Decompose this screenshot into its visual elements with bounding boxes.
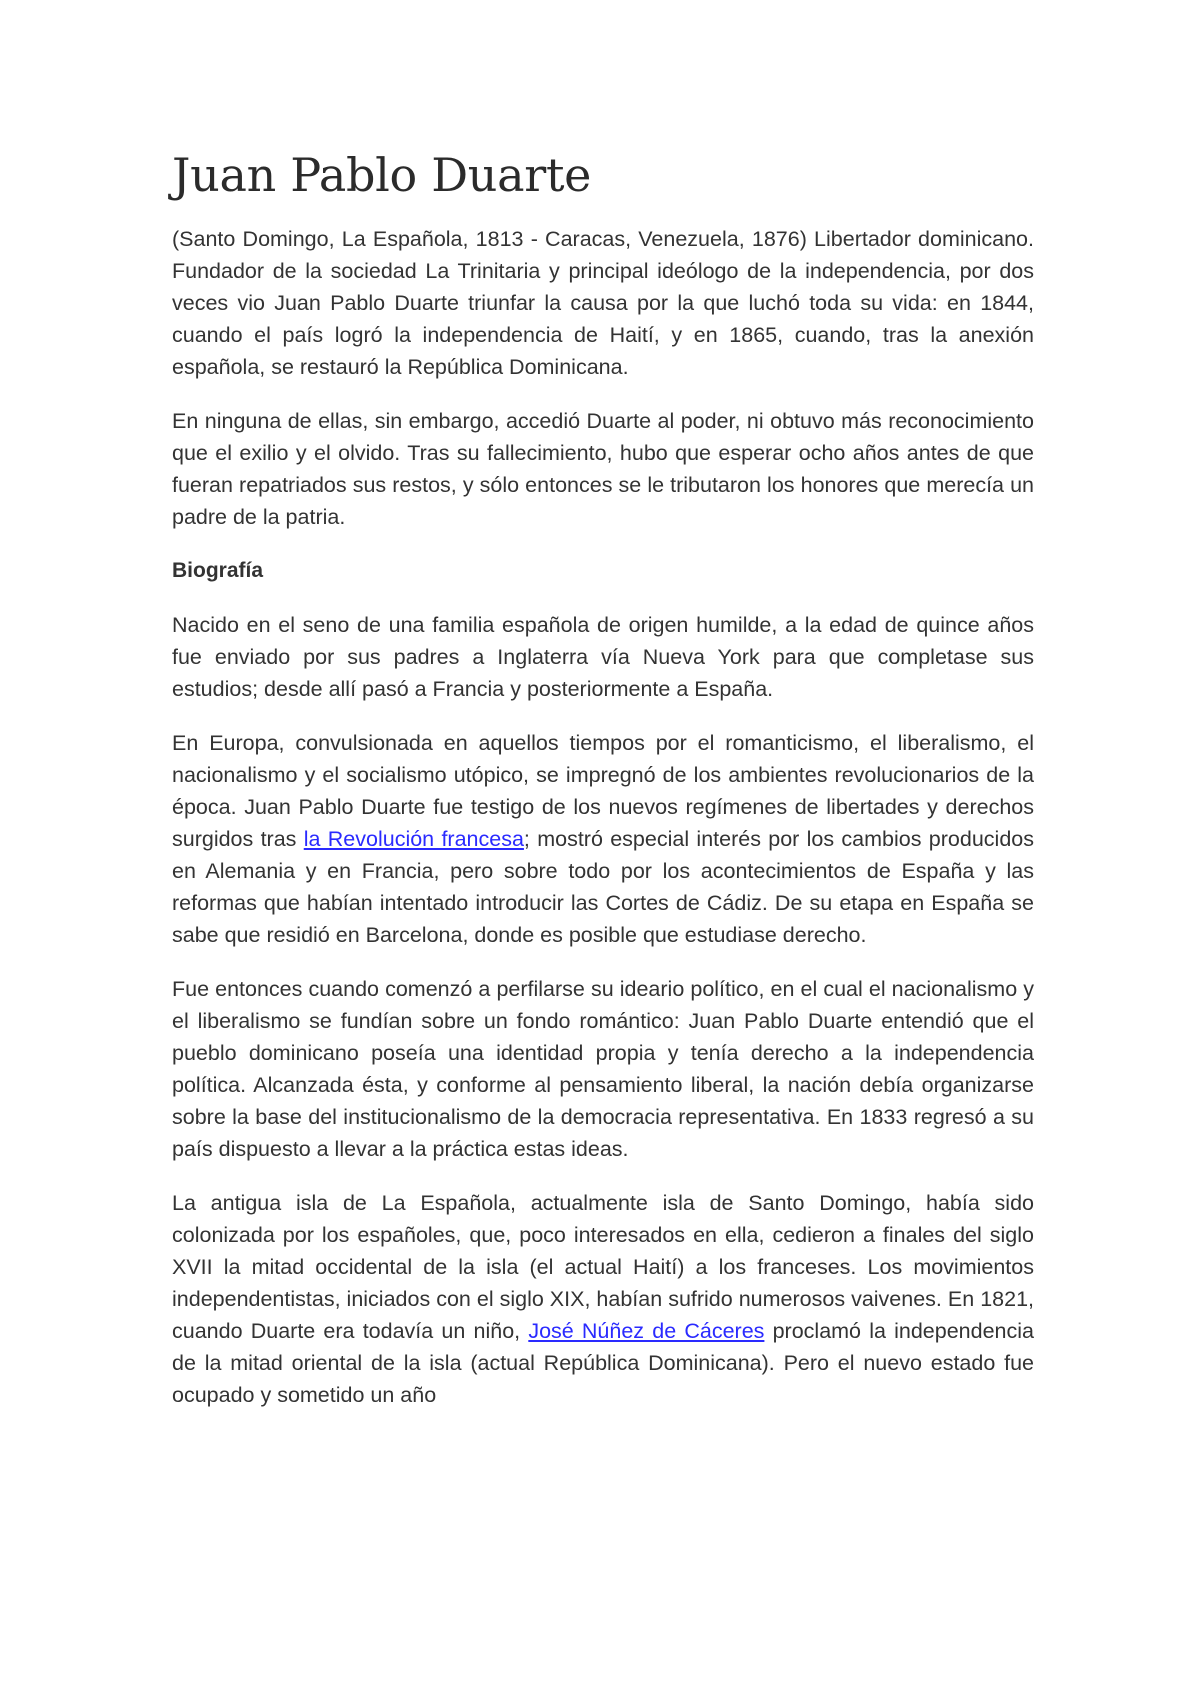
link-revolucion-francesa[interactable]: la Revolución francesa [303,826,524,851]
page-title: Juan Pablo Duarte [172,148,592,202]
bio-paragraph-1: Nacido en el seno de una familia española de origen humilde, a la edad de quince años fue enviado por sus padres a Inglaterra vía Nueva York para que completase sus estudios; desde allí pasó a Francia y posteriormente a España. [172,612,1034,701]
intro-paragraph-2: En ninguna de ellas, sin embargo, accedió Duarte al poder, ni obtuvo más reconocimiento que el exilio y el olvido. Tras su fallecimiento, hubo que esperar ocho años antes de que fueran repatriados sus restos, y sólo entonces se le tributaron los honores que merecía un padre de la patria. [172,408,1034,529]
section-heading-biografia: Biografía [172,558,264,582]
intro-paragraph-1: (Santo Domingo, La Española, 1813 - Caracas, Venezuela, 1876) Libertador dominicano. Fundador de la sociedad La Trinitaria y principal ideólogo de la independencia, por dos veces vio Juan Pablo Duarte triunfar la causa por la que luchó toda su vida: en 1844, cuando el país logró la independencia de Haití, y en 1865, cuando, tras la anexión española, se restauró la República Dominicana. [172,226,1034,379]
bio-paragraph-4-text-before: La antigua isla de La Española, actualmente isla de Santo Domingo, había sido colonizada por los españoles, que, poco interesados en ella, cedieron a finales del siglo XVII la mitad occidental de la isla (el actual Haití) a los franceses. Los movimientos independentistas, iniciados con el siglo XIX, habían sufrido numerosos vaivenes. En 1821, cuando Duarte era todavía un niño, [172,1190,1034,1343]
document-page [172,150,1034,1433]
bio-paragraph-2-text-after: ; mostró especial interés por los cambios producidos en Alemania y en Francia, pero sobre todo por los acontecimientos de España y las reformas que habían intentado introducir las Cortes de Cádiz. De su etapa en España se sabe que residió en Barcelona, donde es posible que estudiase derecho. [172,826,1034,947]
link-jose-nunez-de-caceres[interactable]: José Núñez de Cáceres [528,1318,765,1343]
bio-paragraph-4 [172,1187,1034,1411]
bio-paragraph-2-text-before: En Europa, convulsionada en aquellos tiempos por el romanticismo, el liberalismo, el nacionalismo y el socialismo utópico, se impregnó de los ambientes revolucionarios de la época. Juan Pablo Duarte fue testigo de los nuevos regímenes de libertades y derechos surgidos tras [172,730,1034,851]
bio-paragraph-3: Fue entonces cuando comenzó a perfilarse su ideario político, en el cual el nacionalismo y el liberalismo se fundían sobre un fondo romántico: Juan Pablo Duarte entendió que el pueblo dominicano poseía una identidad propia y tenía derecho a la independencia política. Alcanzada ésta, y conforme al pensamiento liberal, la nación debía organizarse sobre la base del institucionalismo de la democracia representativa. En 1833 regresó a su país dispuesto a llevar a la práctica estas ideas. [172,976,1034,1161]
bio-paragraph-4-text-after: proclamó la independencia de la mitad oriental de la isla (actual República Dominicana). Pero el nuevo estado fue ocupado y sometido un año [172,1318,1034,1407]
bio-paragraph-2 [172,727,1034,951]
